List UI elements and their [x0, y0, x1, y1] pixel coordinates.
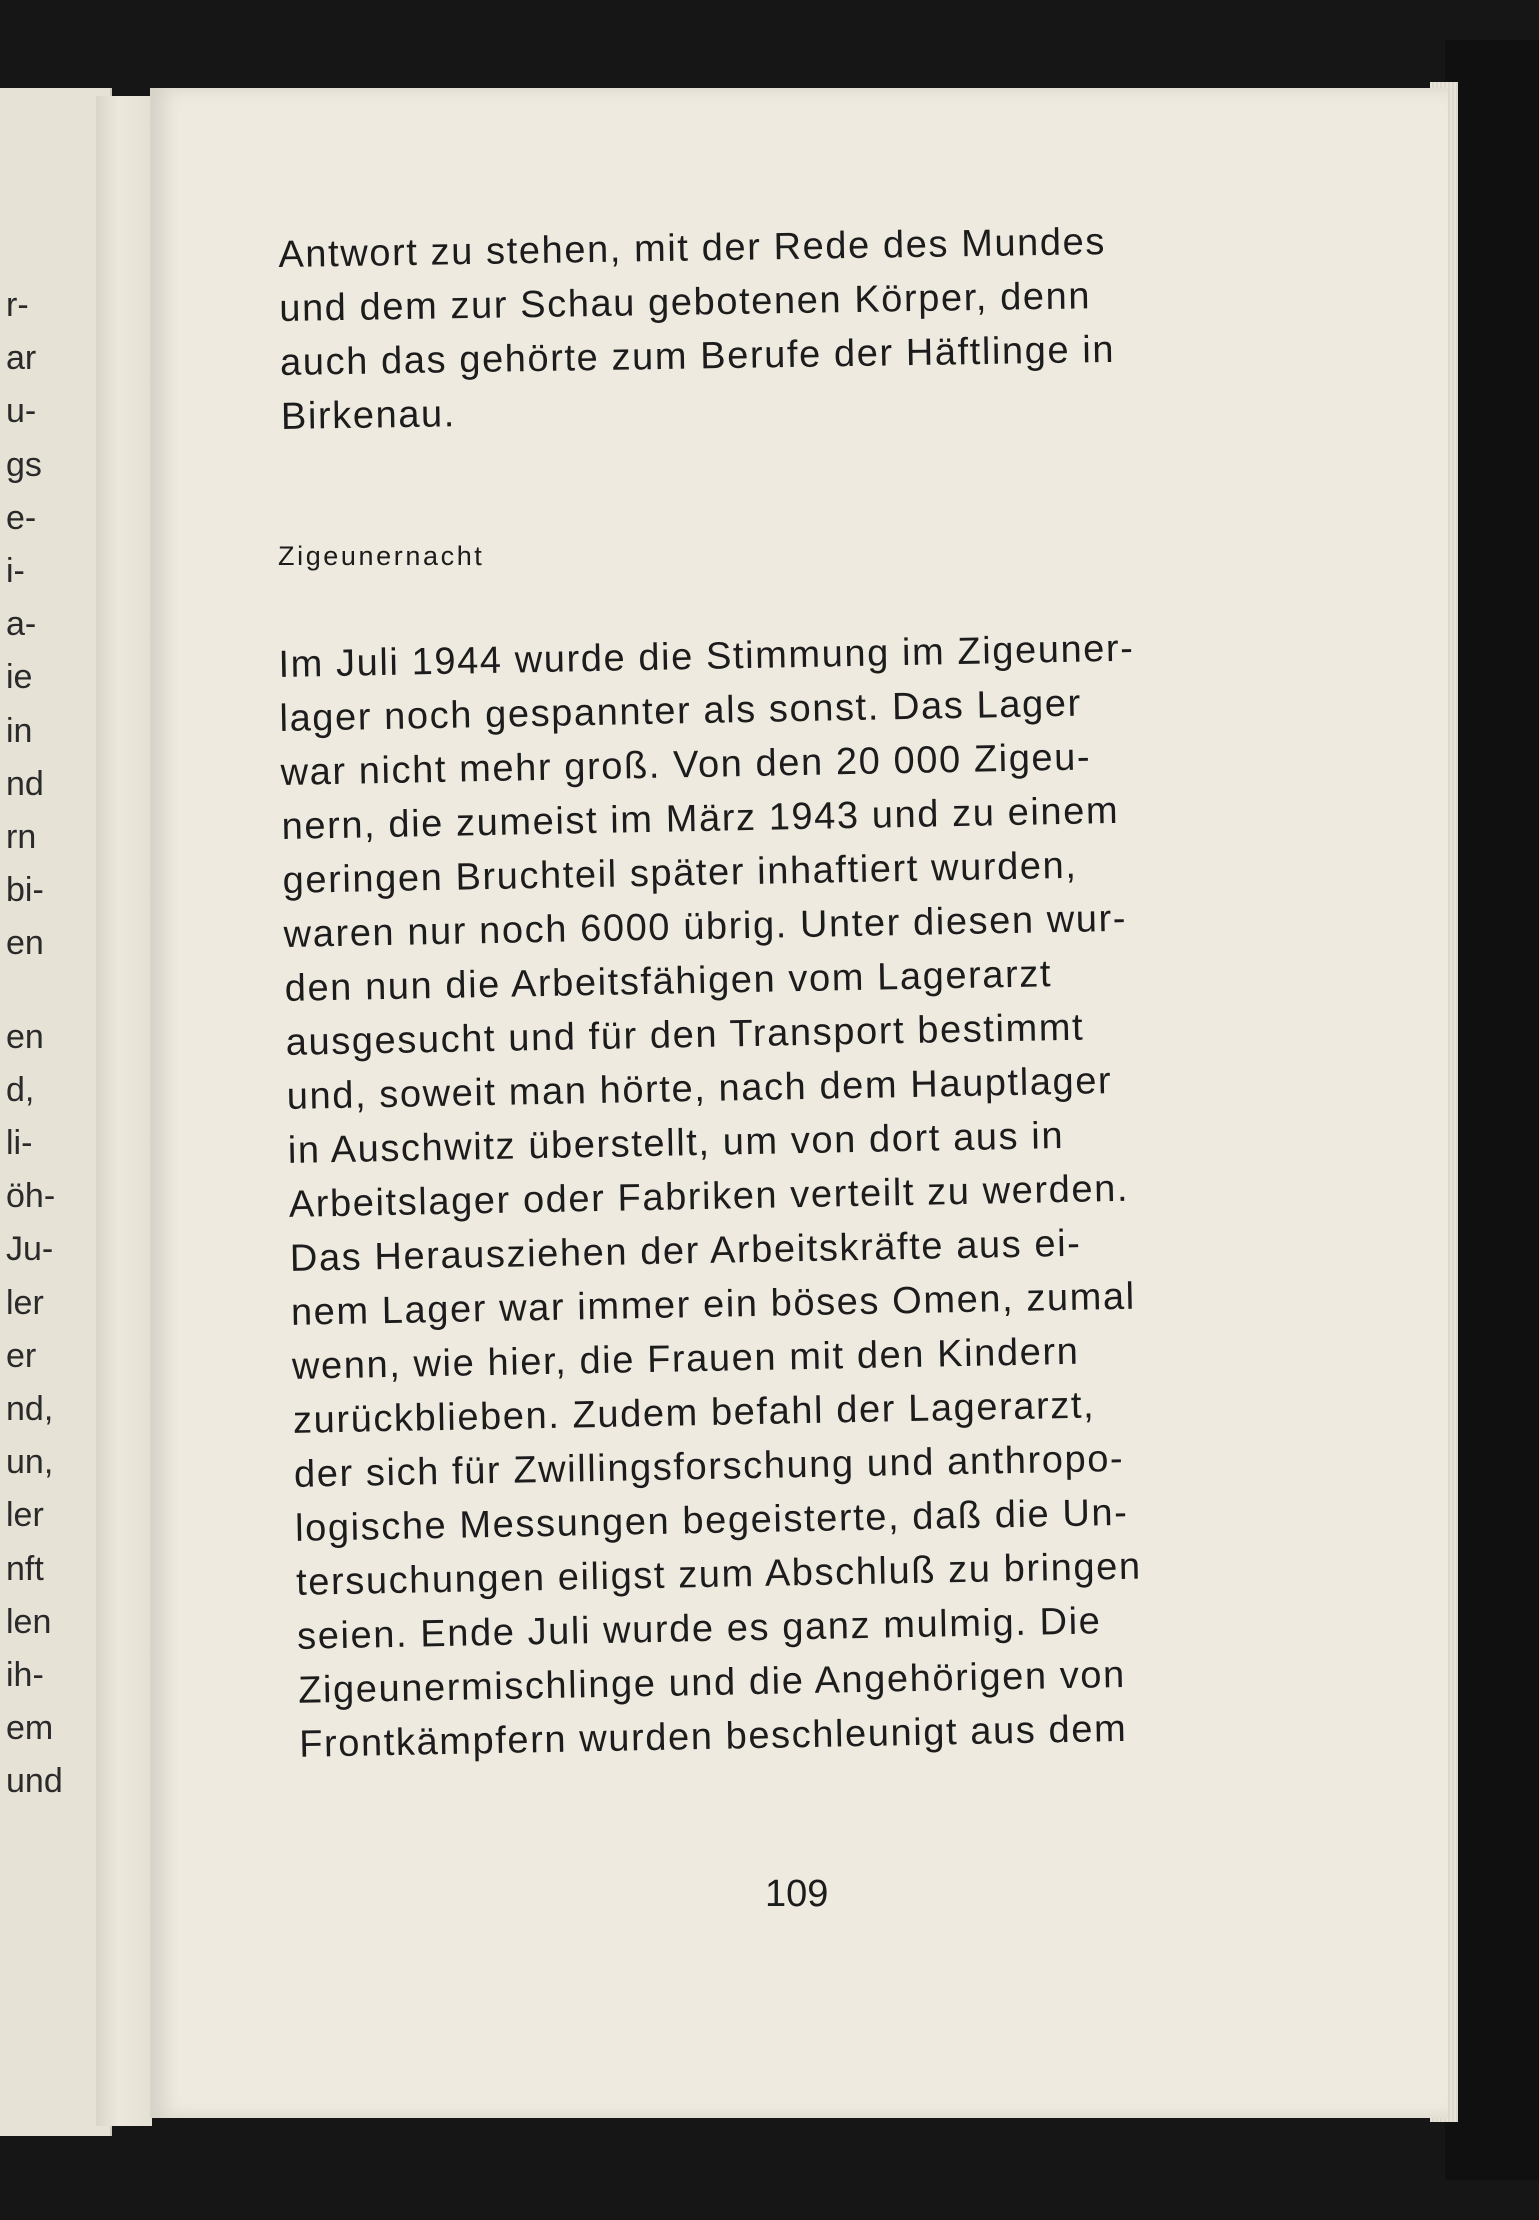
left-page-fragment: un,: [6, 1443, 54, 1482]
text-line: tersuchungen eiligst zum Abschluß zu bringen: [295, 1545, 1143, 1604]
left-page-fragment: en: [6, 1017, 44, 1056]
left-page-fragment: em: [6, 1709, 54, 1748]
left-page-fragment: gs: [6, 445, 42, 484]
left-page-fragment: i-: [6, 552, 25, 590]
text-line: nern, die zumeist im März 1943 und zu einem: [281, 789, 1120, 848]
main-paragraph: [278, 618, 1320, 1771]
page-content: [278, 220, 1298, 1772]
book-cover-edge: [1445, 40, 1539, 2180]
text-line: lager noch gespannter als sonst. Das Lager: [279, 682, 1083, 740]
text-line: geringen Bruchteil später inhaftiert wurden,: [282, 844, 1078, 902]
text-line: und dem zur Schau gebotenen Körper, denn: [278, 275, 1092, 330]
left-page-fragment: in: [6, 711, 33, 750]
left-page-fragment: len: [6, 1602, 52, 1641]
left-page-fragment: bi-: [6, 871, 44, 910]
text-line: Antwort zu stehen, mit der Rede des Mundes: [278, 220, 1107, 276]
text-line: war nicht mehr groß. Von den 20 000 Zigeu-: [280, 736, 1092, 794]
text-line: der sich für Zwillingsforschung und anthropo-: [293, 1437, 1125, 1496]
left-page-fragment: a-: [6, 605, 37, 644]
left-page-fragment: nft: [6, 1549, 44, 1588]
left-page-fragment: er: [6, 1336, 37, 1375]
left-page-fragment: ar: [6, 339, 37, 378]
left-page-fragment: ler: [6, 1496, 44, 1535]
text-line: auch das gehörte zum Berufe der Häftlinge in: [279, 328, 1116, 384]
left-page-fragment: d,: [6, 1070, 35, 1109]
text-line: den nun die Arbeitsfähigen vom Lagerarzt: [284, 953, 1053, 1010]
left-page-fragment: nd: [6, 764, 44, 803]
left-page-fragment: r-: [6, 286, 29, 324]
text-line: nem Lager war immer ein böses Omen, zumal: [290, 1275, 1137, 1334]
text-line: wenn, wie hier, die Frauen mit den Kindern: [291, 1330, 1080, 1388]
text-line: ausgesucht und für den Transport bestimmt: [285, 1006, 1085, 1064]
left-page-fragment: öh-: [6, 1177, 56, 1216]
left-page-gutter: [96, 96, 152, 2126]
text-line: und, soweit man hörte, nach dem Hauptlager: [286, 1060, 1113, 1118]
text-line: Frontkämpfern wurden beschleunigt aus dem: [298, 1707, 1128, 1766]
text-line: zurückblieben. Zudem befahl der Lagerarzt,: [292, 1384, 1096, 1442]
text-line: in Auschwitz überstellt, um von dort aus in: [287, 1115, 1065, 1172]
text-line: Im Juli 1944 wurde die Stimmung im Zigeuner-: [278, 627, 1135, 686]
left-page-fragment: nd,: [6, 1390, 54, 1428]
text-line: Zigeunermischlinge und die Angehörigen von: [297, 1653, 1127, 1712]
left-page-fragment: u-: [6, 392, 37, 431]
left-page-fragment: ler: [6, 1283, 44, 1322]
left-page-fragment: en: [6, 924, 44, 963]
section-heading: Zigeunernacht: [278, 541, 485, 571]
text-line: seien. Ende Juli wurde es ganz mulmig. Die: [296, 1600, 1102, 1658]
text-line: Das Herausziehen der Arbeitskräfte aus ei-: [289, 1222, 1082, 1280]
text-line: waren nur noch 6000 übrig. Unter diesen wur-: [283, 897, 1128, 956]
text-line: Birkenau.: [280, 393, 457, 438]
page-number: 109: [765, 1873, 829, 1915]
top-paragraph: [278, 212, 1301, 444]
right-page: [150, 88, 1448, 2118]
left-page-fragment: ie: [6, 658, 33, 697]
left-page-fragment: li-: [6, 1124, 33, 1162]
left-page-fragment: und: [6, 1762, 63, 1801]
text-line: logische Messungen begeisterte, daß die Un-: [294, 1491, 1129, 1550]
left-page-fragment: ih-: [6, 1656, 44, 1694]
left-page-fragment: Ju-: [6, 1230, 54, 1269]
text-line: Arbeitslager oder Fabriken verteilt zu werden.: [288, 1167, 1130, 1226]
left-page-fragment: e-: [6, 498, 37, 537]
left-page-fragment: rn: [6, 818, 37, 856]
